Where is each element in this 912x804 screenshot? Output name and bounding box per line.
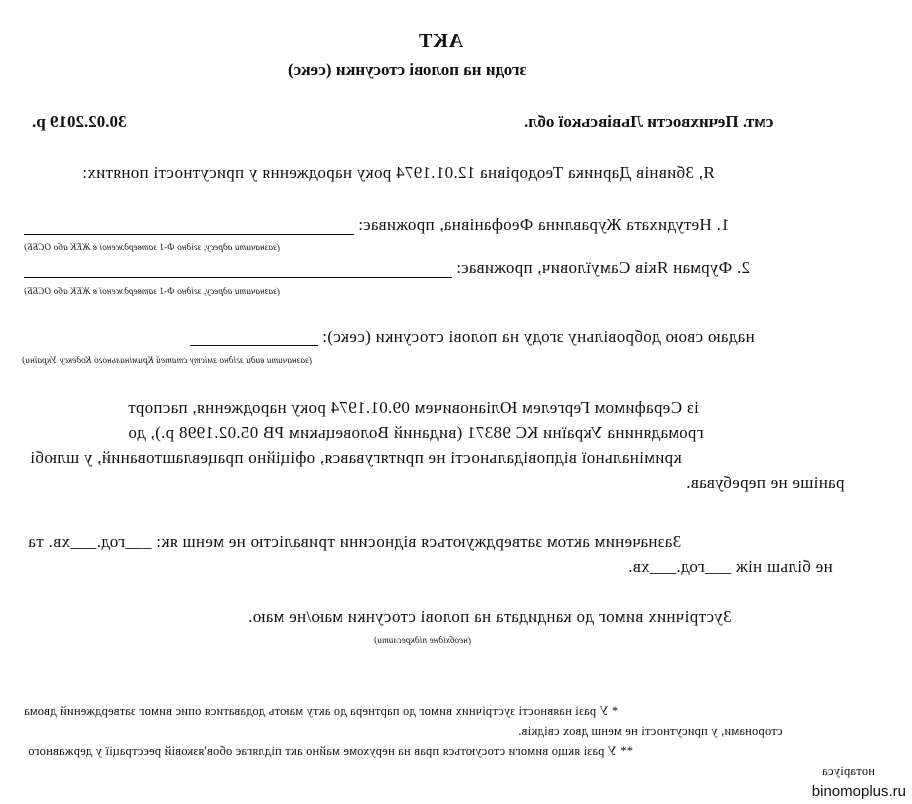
- consent-note-block: [22, 350, 312, 368]
- witness2-note: (зазначити адресу, згідно Ф-1 затвердженої в ЖЕК або ОСББ): [24, 286, 280, 296]
- doc-title: АКТ: [418, 30, 464, 52]
- witness1-text: 1. Нетудихата Журавлина Феофанівна, проживає:: [358, 215, 730, 234]
- partner-text-3: кримінальної відповідальності не притягувався, офіційно працевлаштований, у шлюбі: [30, 448, 682, 467]
- requirements-block: [248, 607, 732, 627]
- partner-line-1: [128, 398, 699, 418]
- requirements-text: Зустрічних вимог до кандидата на полові стосунки маю/не маю.: [248, 607, 732, 626]
- footnote2-line-1: [28, 742, 633, 760]
- place-block: [524, 112, 773, 132]
- footnote1-text-1: * У разі наявності зустрічних вимог до партнера до акту мають додаватися опис вимог затверджений двома: [24, 704, 619, 718]
- title-block: [418, 30, 463, 53]
- doc-date: 30.02.2019 р.: [32, 112, 127, 131]
- consent-line: [190, 345, 318, 346]
- witness2-block: [456, 258, 750, 278]
- consent-text: надаю свою добровільну згоду на полові стосунки (секс):: [322, 327, 755, 346]
- footnote1-line-2: [518, 722, 782, 740]
- witness1-note-block: [24, 237, 280, 255]
- witness2-text: 2. Фурман Яків Самуїлович, проживає:: [456, 258, 751, 277]
- partner-line-2: [128, 423, 704, 443]
- doc-place: смт. Печихвости Львівської обл.: [524, 112, 774, 131]
- witness2-address-line: [24, 277, 452, 278]
- doc-subtitle: згоди на полові стосунки (секс): [288, 60, 527, 79]
- witness1-block: [358, 215, 730, 235]
- partner-line-3: [30, 448, 682, 468]
- footnote2-text-1: ** У разі якщо вимоги стосуються прав на нерухоме майно акт підлягає обов'язковій реєстрації у державного: [28, 744, 634, 758]
- footnote1-line-1: [24, 702, 618, 720]
- partner-line-4: [686, 473, 844, 493]
- duration-text-2: не більш ніж ___год.___хв.: [628, 557, 833, 576]
- consent-note: (зазначити види згідно змісту статей Кримінального Кодексу України): [22, 355, 312, 365]
- consent-block: [322, 327, 755, 347]
- subtitle-block: [288, 60, 526, 80]
- partner-text-1: із Серафимом Гергелем Юліановичем 09.01.1974 року народження, паспорт: [128, 398, 699, 417]
- footnote1-text-2: сторонами, у присутності не менш двох свідків.: [518, 724, 783, 738]
- footnote2-text-2: нотаріуса: [822, 764, 875, 778]
- watermark: binomoplus.ru: [811, 783, 906, 800]
- duration-text-1: Зазначеним актом затверджуються відносини тривалістю не менш як: ___год.___хв. та: [28, 532, 682, 551]
- witness2-note-block: [24, 281, 280, 299]
- requirements-note-block: [374, 630, 471, 648]
- duration-line-2: [628, 557, 833, 577]
- requirements-note: (необхідне підкреслити): [374, 635, 471, 645]
- date-block: [32, 112, 126, 132]
- witness1-note: (зазначити адресу, згідно Ф-1 затвердженої в ЖЕК або ОСББ): [24, 242, 280, 252]
- partner-text-4: раніше не перебував.: [686, 473, 845, 492]
- duration-line-1: [28, 532, 681, 552]
- footnote2-line-2: [822, 762, 875, 780]
- intro-text: Я, Збивнів Дарника Теодорівна 12.01.1974 року народження у присутності понятих:: [82, 163, 715, 182]
- witness1-address-line: [24, 234, 354, 235]
- partner-text-2: громадянина України КС 98371 (виданий Воловецьким РВ 05.02.1998 р.), до: [128, 423, 704, 442]
- intro-block: [82, 163, 715, 183]
